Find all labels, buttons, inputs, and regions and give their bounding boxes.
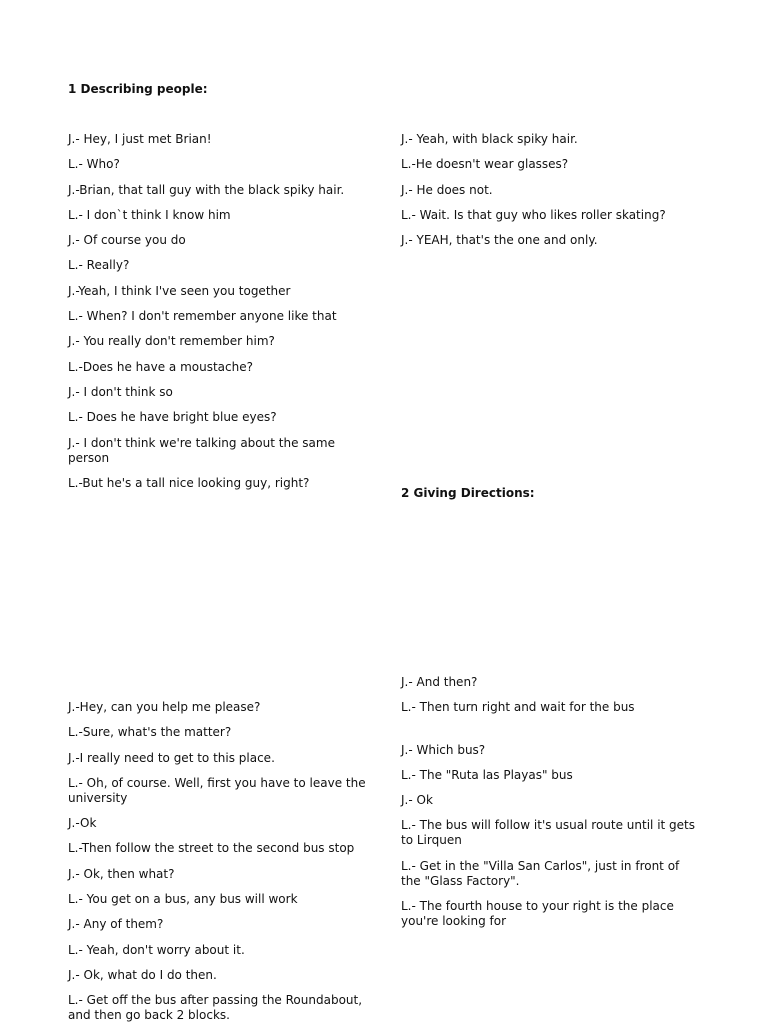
- dialogue-line: L.-He doesn't wear glasses?: [401, 157, 569, 172]
- dialogue-line: L.- The "Ruta las Playas" bus: [401, 767, 573, 782]
- dialogue-line: J.- Any of them?: [68, 917, 164, 932]
- dialogue-line: J.- Yeah, with black spiky hair.: [401, 132, 578, 146]
- dialogue-line: L.- The fourth house to your right is the place you're looking for: [401, 899, 674, 929]
- dialogue-line: L.- I don`t think I know him: [68, 207, 231, 222]
- dialogue-line: J.- You really don't remember him?: [68, 334, 275, 349]
- dialogue-line: J.- And then?: [401, 675, 478, 689]
- dialogue-line: J.-Brian, that tall guy with the black spiky hair.: [68, 182, 345, 197]
- dialogue-line: J.- Hey, I just met Brian!: [68, 132, 212, 146]
- dialogue-line: J.- YEAH, that's the one and only.: [401, 233, 598, 248]
- dialogue-line: J.- Which bus?: [401, 742, 486, 757]
- dialogue-line: J.- I don't think we're talking about the same person: [68, 435, 335, 465]
- dialogue-line: J.-Ok: [68, 816, 97, 831]
- dialogue-line: L.- Wait. Is that guy who likes roller skating?: [401, 207, 666, 222]
- dialogue-line: L.- When? I don't remember anyone like that: [68, 309, 337, 324]
- dialogue-line: J.-Yeah, I think I've seen you together: [68, 283, 291, 298]
- section-2-right-column: [401, 675, 701, 939]
- dialogue-line: J.- I don't think so: [68, 384, 173, 399]
- dialogue-line: J.- He does not.: [401, 182, 493, 197]
- dialogue-line: L.- Get in the "Villa San Carlos", just in front of the "Glass Factory".: [401, 858, 680, 888]
- dialogue-line: L.- You get on a bus, any bus will work: [68, 892, 298, 907]
- dialogue-line: L.- Get off the bus after passing the Roundabout, and then go back 2 blocks.: [68, 993, 363, 1023]
- dialogue-line: J.- Ok, then what?: [68, 866, 175, 881]
- dialogue-line: L.- Really?: [68, 258, 130, 273]
- dialogue-line: L.- The bus will follow it's usual route until it gets to Lirquen: [401, 818, 695, 848]
- section-2-left-column: [68, 700, 368, 1034]
- section-1-title: 1 Describing people:: [68, 82, 208, 96]
- dialogue-line: L.-Does he have a moustache?: [68, 359, 253, 374]
- section-1-left-column: [68, 132, 368, 501]
- spacer: [401, 726, 701, 743]
- dialogue-line: J.-Hey, can you help me please?: [68, 700, 261, 714]
- dialogue-line: J.- Of course you do: [68, 233, 186, 248]
- dialogue-line: L.-But he's a tall nice looking guy, right?: [68, 475, 310, 490]
- dialogue-line: L.- Who?: [68, 157, 120, 172]
- dialogue-line: L.- Does he have bright blue eyes?: [68, 410, 277, 425]
- section-1-right-column: [401, 132, 701, 258]
- dialogue-line: J.-I really need to get to this place.: [68, 750, 275, 765]
- dialogue-line: J.- Ok: [401, 793, 433, 808]
- dialogue-line: L.- Yeah, don't worry about it.: [68, 942, 245, 957]
- dialogue-line: J.- Ok, what do I do then.: [68, 967, 217, 982]
- section-2-title: 2 Giving Directions:: [401, 486, 535, 500]
- dialogue-line: L.-Then follow the street to the second bus stop: [68, 841, 355, 856]
- dialogue-line: L.- Then turn right and wait for the bus: [401, 700, 635, 715]
- dialogue-line: L.- Oh, of course. Well, first you have to leave the university: [68, 775, 366, 805]
- dialogue-line: L.-Sure, what's the matter?: [68, 725, 232, 740]
